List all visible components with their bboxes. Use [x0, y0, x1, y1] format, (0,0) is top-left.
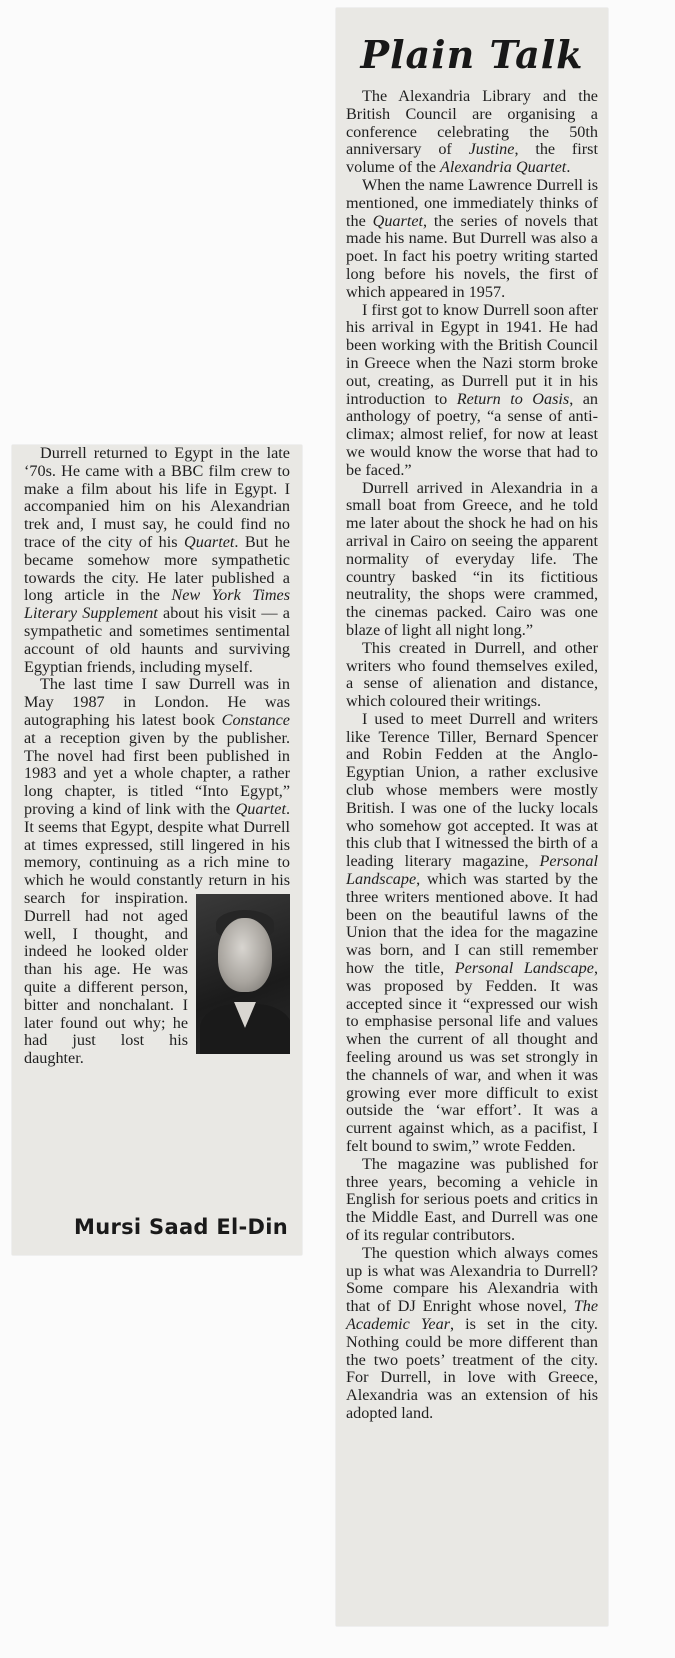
text-run: at a reception given by the publisher. The novel had first been published in 1983 and yet a whole chapter, a rather long chapter, is titled “Into Egypt,” proving a kind of link with the — [24, 728, 290, 818]
text-run: , was proposed by Fedden. It was accepted since it “expressed our wish to emphasise personal life and values when the current of all thought and feeling around us was set strongly in the channels of war, and when it was growing ever more difficult to exist outside the ‘war effort’. It was a current against which, as a pacifist, I felt bound to swim,” wrote Fedden. — [346, 959, 599, 1156]
text-run: I used to meet Durrell and writers like Terence Tiller, Bernard Spencer and Robin Fedden at the Anglo-Egyptian Union, a rather exclusive club whose members were mostly British. I was one of the lucky locals who somehow got accepted. It was at this club that I witnessed the birth of a leading literary magazine, — [346, 709, 598, 871]
italic-title: The Academic Year — [346, 1297, 598, 1333]
left-column-clipping — [12, 445, 302, 1255]
text-run: . But he became somehow more sympathetic towards the city. He later published a long article in the — [24, 532, 290, 605]
paragraph — [346, 88, 598, 177]
text-run: , the first volume of the — [346, 140, 598, 177]
text-run: When the name Lawrence Durrell is mentioned, one immediately thinks of the — [346, 175, 598, 230]
text-run: The Alexandria Library and the British Council are organising a conference celebrating the 50th anniversary of — [346, 87, 598, 159]
italic-title: Quartet — [235, 799, 286, 818]
paragraph — [346, 1245, 598, 1423]
text-run: This created in Durrell, and other writers who found themselves exiled, a sense of alienation and distance, which coloured their writings. — [346, 638, 598, 711]
paragraph — [24, 445, 290, 676]
paragraph — [346, 177, 598, 302]
text-run: Durrell returned to Egypt in the late ‘70s. He came with a BBC film crew to make a film about his life in Egypt. I accompanied him on his Alexandrian trek and, I must say, he could find no trace of the city of his — [24, 444, 290, 551]
text-run: Durrell had not aged well, I thought, and indeed he looked older than his age. He was quite a different person, bitter and nonchalant. I later found out why; he had just lost his daughter. — [24, 906, 188, 1068]
paragraph — [346, 711, 598, 1156]
article-text-right — [346, 88, 598, 1423]
paragraph — [346, 1156, 598, 1245]
text-run: , the series of novels that made his name. But Durrell was also a poet. In fact his poetry writing started long before his novels, the first of which appeared in 1957. — [346, 211, 598, 301]
italic-title: Quartet — [184, 532, 235, 551]
author-byline: Mursi Saad El-Din — [74, 1215, 288, 1239]
paragraph — [346, 640, 598, 711]
text-run: , which was started by the three writers mentioned above. It had been on the beautiful lawns of the Union that the idea for the magazine was born, and I can still remember how the title, — [346, 870, 598, 978]
italic-title: Personal Landscape — [346, 852, 598, 889]
paragraph — [346, 480, 598, 640]
paragraph — [24, 676, 290, 1068]
text-run: The last time I saw Durrell was in May 1987 in London. He was autographing his latest book — [24, 675, 290, 729]
italic-title: Alexandria Quartet — [439, 158, 567, 177]
column-masthead: Plain Talk — [360, 32, 584, 77]
text-run: I first got to know Durrell soon after his arrival in Egypt in 1941. He had been working with the British Council in Greece when the Nazi storm broke out, creating, as Durrell put it in his introduction to — [346, 300, 599, 408]
text-run: , is set in the city. Nothing could be more different than the two poets’ treatment of the city. For Durrell, in love with Greece, Alexandria was an extension of his adopted land. — [346, 1314, 598, 1422]
italic-title: New York Times Literary Supplement — [24, 586, 290, 623]
italic-title: Personal Landscape — [454, 959, 594, 978]
text-run: The question which always comes up is what was Alexandria to Durrell? Some compare his Alexandria with that of DJ Enright whose novel, — [346, 1243, 598, 1316]
author-portrait-photo — [196, 894, 290, 1054]
paragraph — [346, 302, 598, 480]
italic-title: Return to Oasis — [456, 389, 570, 408]
text-run: The magazine was published for three years, becoming a vehicle in English for serious poets and critics in the Middle East, and Durrell was one of its regular contributors. — [346, 1154, 598, 1244]
text-run: about his visit — a sympathetic and sometimes sentimental account of old haunts and surviving Egyptian friends, including myself. — [24, 604, 290, 676]
article-text-left — [24, 445, 290, 1068]
italic-title: Justine — [468, 140, 515, 159]
text-run: . — [566, 158, 571, 177]
italic-title: Constance — [221, 710, 290, 729]
text-run: , an anthology of poetry, “a sense of anti-climax; almost relief, for now at least we would know the worse that had to be faced.” — [346, 389, 598, 479]
text-run: Durrell arrived in Alexandria in a small boat from Greece, and he told me later about the shock he had on his arrival in Cairo on seeing the apparent normality of everyday life. The country basked “in its fictitious neutrality, the shops were crammed, the cinemas packed. Cairo was one blaze of light all night long.” — [346, 478, 598, 639]
right-column-clipping — [336, 8, 608, 1626]
text-run: . It seems that Egypt, despite what Durrell at times expressed, still lingered in his memory, continuing as a rich mine to which he would constantly return in his search for inspiration. — [24, 799, 290, 907]
italic-title: Quartet — [372, 211, 423, 230]
